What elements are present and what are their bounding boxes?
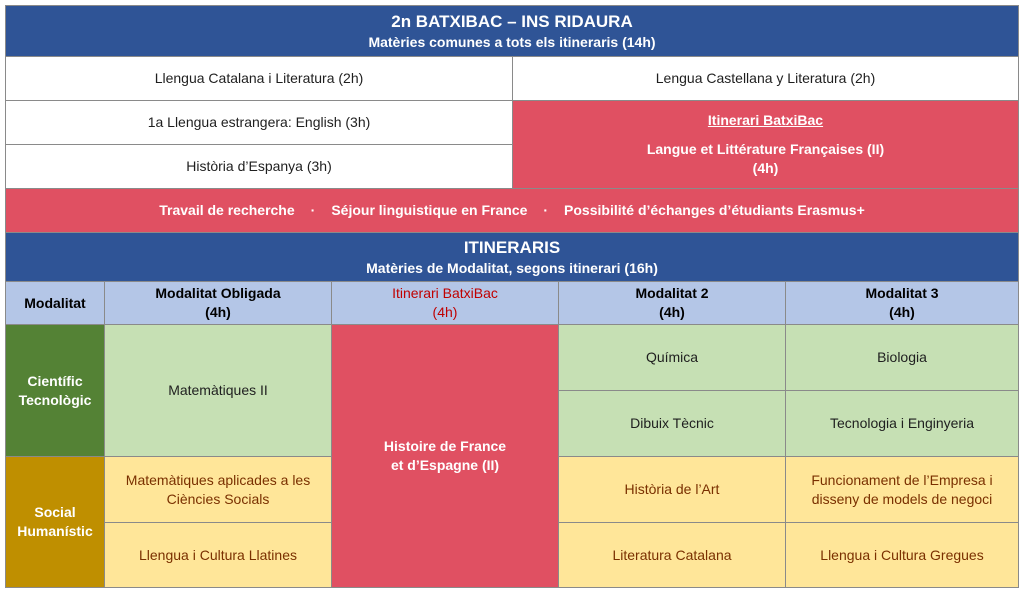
subject-empresa-line2: disseny de models de negoci <box>811 490 993 507</box>
banner-item-recherche: Travail de recherche <box>159 202 295 218</box>
subject-empresa-line1: Funcionament de l’Empresa i <box>811 471 993 488</box>
col-header-mod2-hours: (4h) <box>659 304 685 320</box>
subject-quimica-label: Química <box>645 349 699 365</box>
header-block <box>5 5 1019 57</box>
subject-tecnologia-label: Tecnologia i Enginyeria <box>830 415 974 431</box>
col-header-batxibac <box>331 281 559 325</box>
row-label-social <box>5 456 105 588</box>
col-header-obligada-name: Modalitat Obligada <box>155 285 281 301</box>
subject-llatines <box>104 522 332 588</box>
banner-separator: · <box>543 202 549 218</box>
subject-matematiques-aplicades-line2: Ciències Socials <box>166 490 270 507</box>
subject-historia-art <box>558 456 786 523</box>
banner-separator: · <box>310 202 316 218</box>
subject-matematiques-ii-label: Matemàtiques II <box>168 382 268 398</box>
french-subject-line1: Langue et Littérature Françaises (II) <box>646 141 885 157</box>
subject-literatura-catalana <box>558 522 786 588</box>
row-label-cientific-line1: Científic <box>27 372 83 389</box>
subject-english-label: 1a Llengua estrangera: English (3h) <box>147 114 371 130</box>
col-header-batxibac-hours: (4h) <box>432 304 458 320</box>
subject-english <box>5 100 513 145</box>
banner-item-sejour: Séjour linguistique en France <box>331 202 528 218</box>
curriculum-table <box>5 5 1019 588</box>
subject-histoire-france-espagne <box>331 324 559 588</box>
itineraris-block <box>5 232 1019 282</box>
col-header-obligada <box>104 281 332 325</box>
row-label-cientific-line2: Tecnològic <box>18 391 92 408</box>
subject-gregues-label: Llengua i Cultura Gregues <box>820 546 984 563</box>
subject-catalan <box>5 56 513 101</box>
subject-quimica <box>558 324 786 391</box>
subject-castellana-label: Lengua Castellana y Literatura (2h) <box>655 70 876 86</box>
col-header-modalitat <box>5 281 105 325</box>
header-title: 2n BATXIBAC – INS RIDAURA <box>391 11 633 31</box>
subject-biologia <box>785 324 1019 391</box>
row-label-social-line2: Humanístic <box>17 523 93 539</box>
subject-matematiques-aplicades <box>104 456 332 523</box>
subject-gregues <box>785 522 1019 588</box>
subject-catalan-label: Llengua Catalana i Literatura (2h) <box>154 70 364 86</box>
batxibac-french-block <box>512 100 1019 189</box>
row-label-cientific <box>5 324 105 457</box>
col-header-mod3 <box>785 281 1019 325</box>
subject-histoire-line2: et d’Espagne (II) <box>390 457 500 473</box>
itineraris-title: ITINERARIS <box>463 237 561 257</box>
row-label-social-line1: Social <box>34 504 76 520</box>
col-header-mod2 <box>558 281 786 325</box>
subject-castellana <box>512 56 1019 101</box>
header-subtitle: Matèries comunes a tots els itineraris (14h) <box>368 33 656 50</box>
subject-literatura-catalana-label: Literatura Catalana <box>612 546 732 563</box>
col-header-obligada-hours: (4h) <box>205 304 231 320</box>
subject-matematiques-ii <box>104 324 332 457</box>
col-header-mod2-name: Modalitat 2 <box>635 285 709 301</box>
banner-item-erasmus: Possibilité d’échanges d’étudiants Erasmus+ <box>564 202 865 218</box>
subject-history <box>5 144 513 189</box>
subject-tecnologia <box>785 390 1019 457</box>
subject-empresa <box>785 456 1019 523</box>
col-header-mod3-name: Modalitat 3 <box>865 285 939 301</box>
col-header-mod3-hours: (4h) <box>889 304 915 320</box>
french-subject-line2: (4h) <box>752 160 779 176</box>
col-header-batxibac-name: Itinerari BatxiBac <box>392 285 498 301</box>
subject-dibuix-tecnic-label: Dibuix Tècnic <box>630 415 714 431</box>
subject-llatines-label: Llengua i Cultura Llatines <box>139 546 297 563</box>
subject-histoire-line1: Histoire de France <box>383 438 507 454</box>
subject-matematiques-aplicades-line1: Matemàtiques aplicades a les <box>125 471 311 488</box>
batxibac-banner <box>5 188 1019 233</box>
subject-biologia-label: Biologia <box>877 349 927 365</box>
subject-dibuix-tecnic <box>558 390 786 457</box>
col-header-modalitat-label: Modalitat <box>24 294 86 311</box>
subject-history-label: Història d’Espanya (3h) <box>186 158 332 174</box>
itineraris-subtitle: Matèries de Modalitat, segons itinerari (16h) <box>366 259 658 276</box>
batxibac-title: Itinerari BatxiBac <box>707 112 824 128</box>
subject-historia-art-label: Història de l’Art <box>624 481 720 497</box>
